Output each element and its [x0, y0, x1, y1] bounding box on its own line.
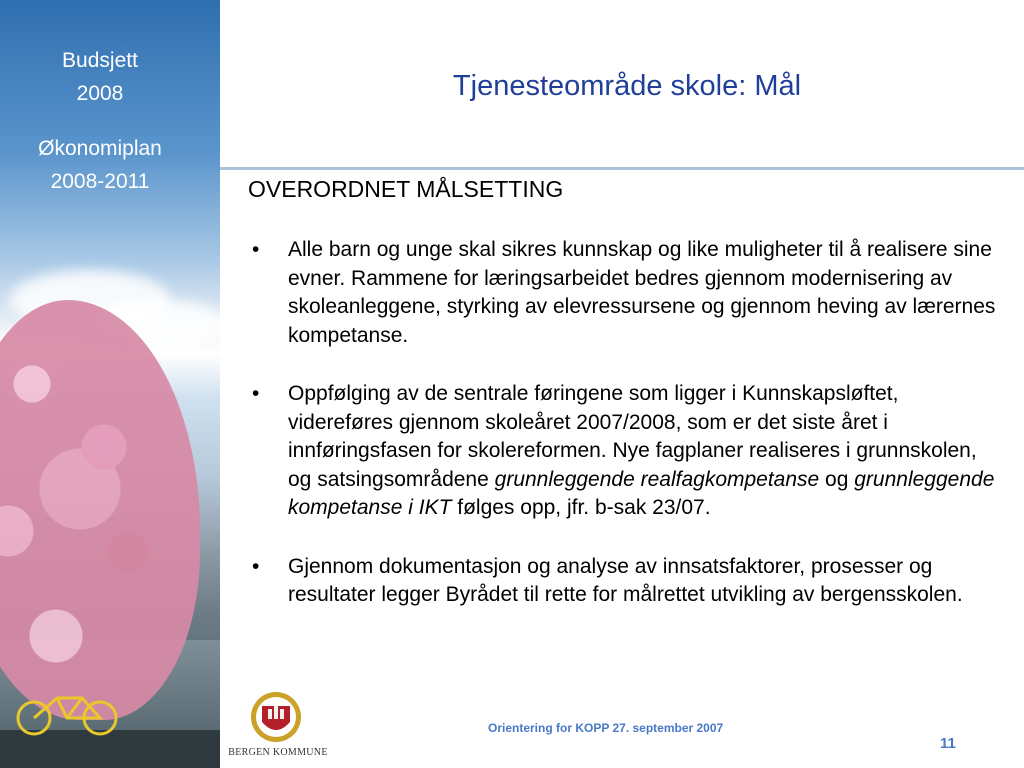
bullet-text-2a: Oppfølging av de sentrale føringene som ligger i Kunnskapsløftet, videreføres gjennom skoleåret 2007/2008, som er det siste året i innføringsfasen for skolereformen. Nye fagplaner realiseres i grunnskolen, og satsingsområdene: [288, 382, 977, 491]
slide-title: Tjenesteområde skole: Mål: [452, 70, 802, 102]
bullet-symbol: •: [252, 238, 260, 261]
sidebar-line-3: Økonomiplan: [38, 137, 162, 160]
title-divider: [220, 167, 1024, 170]
sidebar-line-4: 2008-2011: [50, 170, 150, 193]
page-number: 11: [940, 735, 956, 752]
coat-of-arms-icon: [228, 690, 328, 748]
section-heading: OVERORDNET MÅLSETTING: [248, 176, 564, 202]
bullet-text-1: Alle barn og unge skal sikres kunnskap og like muligheter til å realisere sine evner. Rammene for læringsarbeidet bedres gjennom modernisering av skoleanleggene, styrking av elevressursene og gjennom heving av lærernes kompetanse.: [288, 238, 996, 347]
bullet-symbol: •: [252, 382, 260, 405]
bergen-kommune-logo: [228, 690, 328, 762]
footer-text: Orientering for KOPP 27. september 2007: [488, 721, 724, 735]
cherry-blossom-tree: [0, 300, 200, 720]
logo-label: BERGEN KOMMUNE: [228, 747, 328, 758]
side-photo-panel: [0, 0, 220, 768]
bicycle-icon: [12, 688, 122, 736]
bullet-emphasis-1: grunnleggende realfagkompetanse: [494, 467, 820, 491]
sidebar-line-1: Budsjett: [62, 49, 138, 72]
bullet-text-3: Gjennom dokumentasjon og analyse av innsatsfaktorer, prosesser og resultater legger Byrådet til rette for målrettet utvikling av bergensskolen.: [288, 554, 963, 606]
bullet-item-3: [248, 553, 1000, 610]
bullet-text-2c: følges opp, jfr. b-sak 23/07.: [451, 496, 711, 519]
bullet-item-2: [248, 380, 1000, 523]
sidebar-plan-label: [0, 132, 200, 198]
bullet-emphasis-2: grunnleggende kompetanse i IKT: [288, 467, 995, 519]
sidebar-budget-label: [0, 44, 200, 110]
bullet-text-2b: og: [819, 467, 855, 491]
bullet-symbol: •: [252, 554, 260, 578]
sidebar-line-2: 2008: [76, 82, 124, 105]
bullet-item-1: [248, 236, 1000, 350]
bullet-list: [248, 236, 1000, 640]
